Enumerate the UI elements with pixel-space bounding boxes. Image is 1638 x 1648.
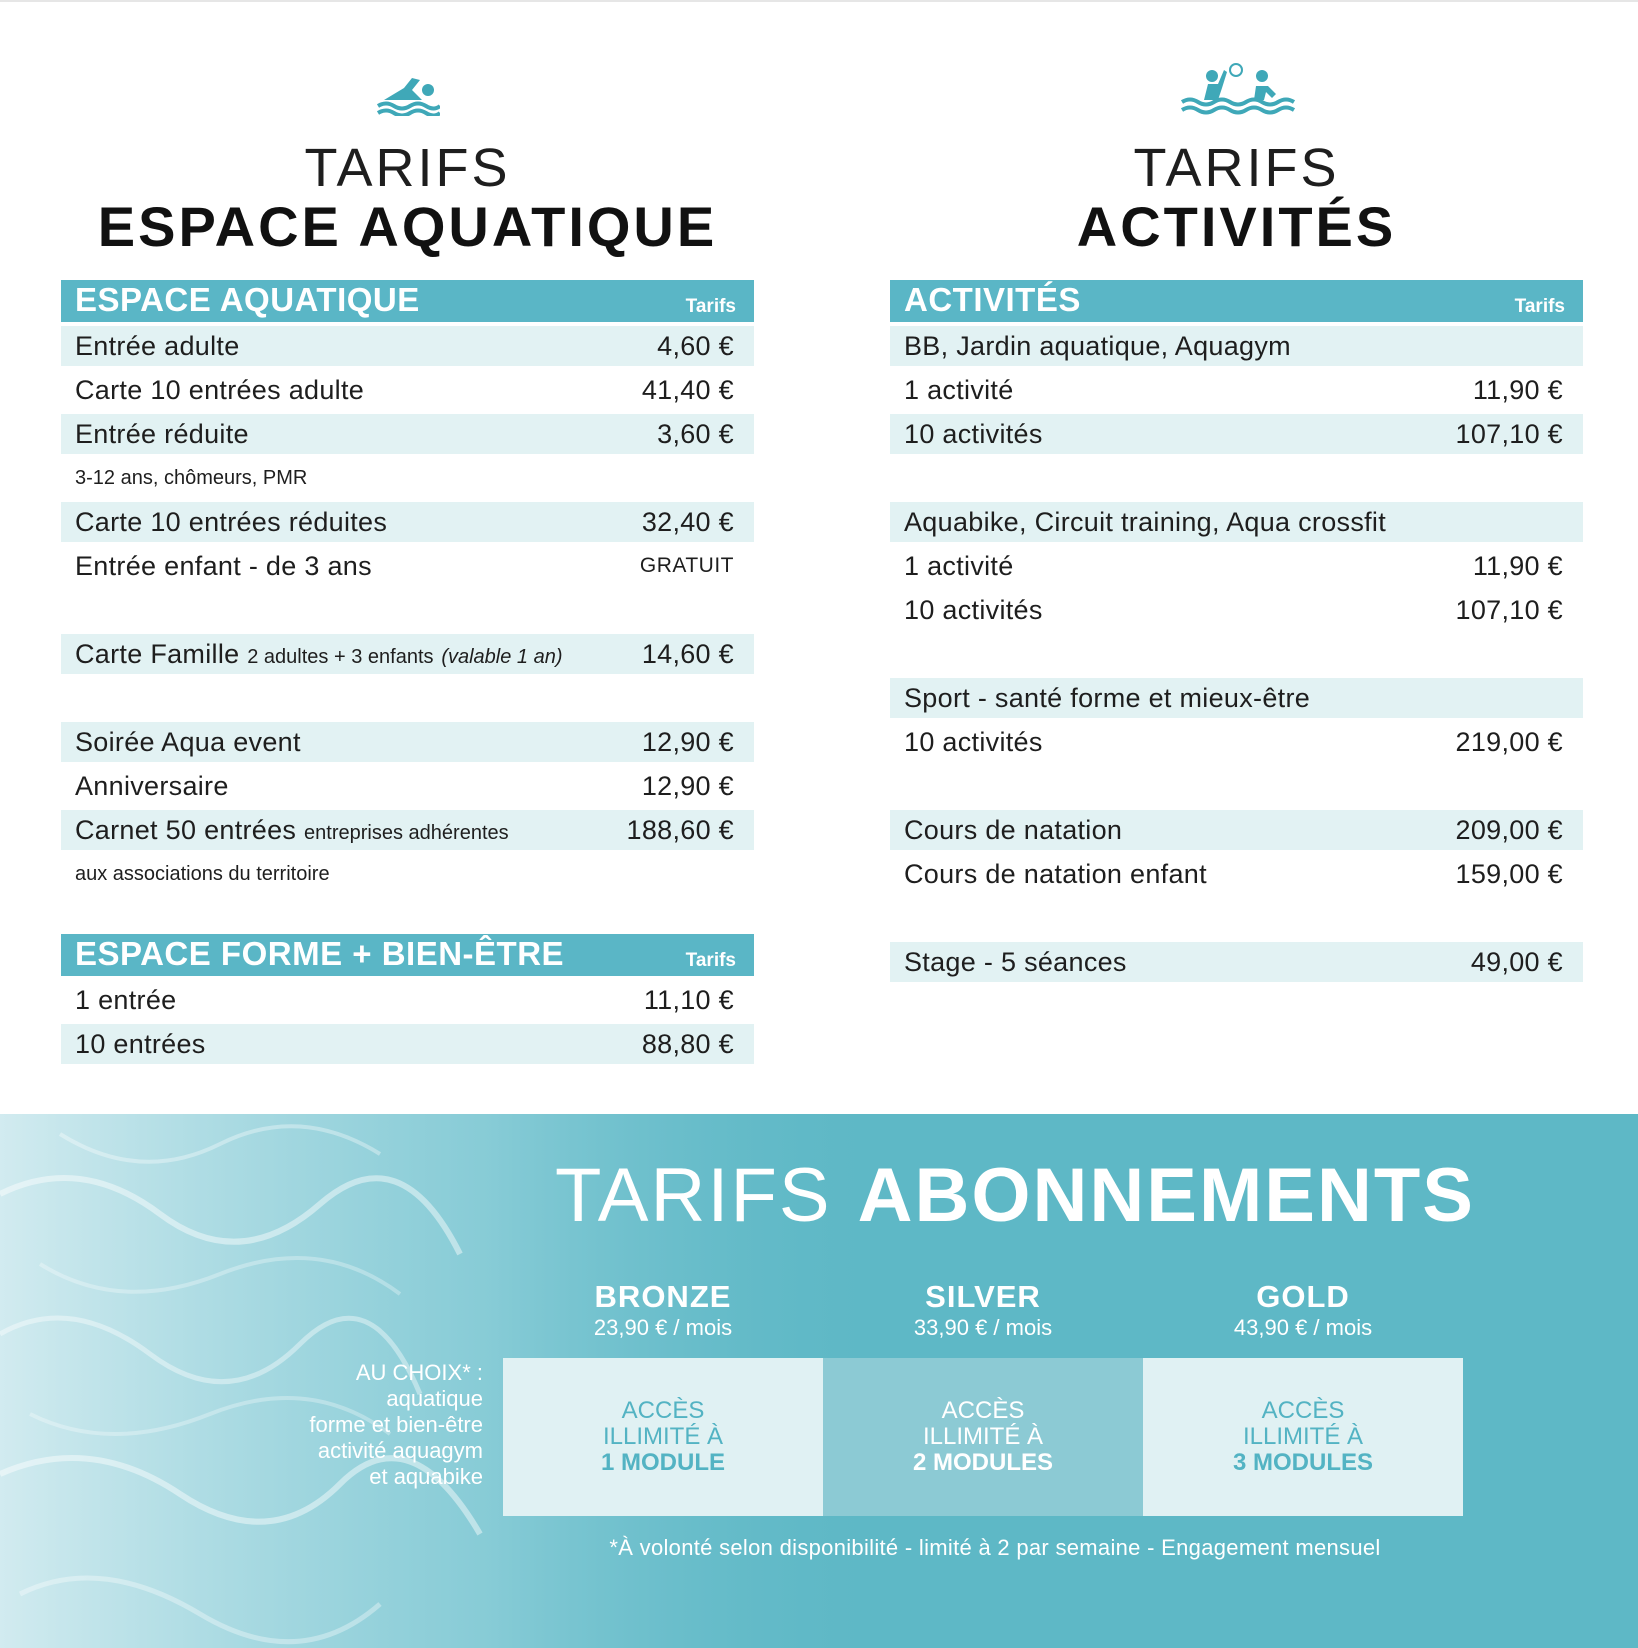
plan-modules: 3 MODULES: [1232, 1449, 1373, 1476]
row-label: 10 entrées: [75, 1028, 206, 1059]
table-header-title: ESPACE AQUATIQUE: [75, 281, 420, 318]
table-header-title: ACTIVITÉS: [904, 281, 1081, 318]
table-row: [890, 854, 1583, 894]
plan-line: ILLIMITÉ À: [1242, 1423, 1364, 1450]
aqua-heading: [61, 138, 754, 256]
row-label: Aquabike, Circuit training, Aqua crossfit: [904, 506, 1387, 537]
row-label: 1 activité: [904, 374, 1014, 405]
row-detail: 2 adultes + 3 enfants: [247, 645, 434, 668]
plan-line: ACCÈS: [621, 1397, 705, 1424]
table-row: [61, 370, 754, 410]
top-divider: [0, 0, 1638, 2]
row-label: Cours de natation enfant: [904, 858, 1207, 889]
plan-bronze-header: [503, 1280, 823, 1342]
row-label-group: [75, 639, 563, 670]
choice-item: AU CHOIX* :: [355, 1360, 483, 1385]
plan-name: BRONZE: [594, 1279, 732, 1314]
spacer: [890, 762, 1583, 806]
row-price: 219,00 €: [1455, 726, 1563, 757]
choice-item: et aquabike: [369, 1464, 483, 1489]
table-row: [890, 678, 1583, 718]
table-row: [890, 810, 1583, 850]
water-polo-icon-wrap: [890, 62, 1583, 112]
choice-item: aquatique: [386, 1386, 483, 1411]
row-label-group: [75, 815, 509, 846]
table-row: [890, 502, 1583, 542]
row-price: 11,10 €: [643, 984, 734, 1015]
row-price: 41,40 €: [641, 374, 734, 405]
row-label: BB, Jardin aquatique, Aquagym: [904, 330, 1291, 361]
row-label: Carte 10 entrées réduites: [75, 506, 388, 537]
row-label: Anniversaire: [75, 770, 229, 801]
row-label: Carte Famille: [75, 638, 240, 669]
row-label: Entrée adulte: [75, 330, 240, 361]
plan-silver-box: [823, 1358, 1143, 1516]
plan-line: ACCÈS: [1261, 1397, 1345, 1424]
table-row: [890, 326, 1583, 366]
forme-price-table: [61, 934, 754, 1064]
row-price: 12,90 €: [641, 726, 734, 757]
heading-light: TARIFS: [304, 138, 511, 198]
plan-silver-header: [823, 1280, 1143, 1342]
row-price: 188,60 €: [626, 814, 734, 845]
row-label: Stage - 5 séances: [904, 946, 1127, 977]
plan-gold-header: [1143, 1280, 1463, 1342]
table-header-sub: Tarifs: [685, 950, 736, 971]
spacer: [890, 630, 1583, 674]
table-row: [61, 414, 754, 454]
plan-modules: 2 MODULES: [912, 1449, 1053, 1476]
row-price: 11,90 €: [1472, 374, 1563, 405]
table-header: [61, 934, 754, 976]
row-label: Entrée réduite: [75, 418, 249, 449]
plan-price: 33,90 € / mois: [913, 1315, 1053, 1340]
table-row: [61, 546, 754, 586]
abonnements-title: [555, 1152, 1475, 1238]
table-row: [890, 414, 1583, 454]
spacer: [61, 586, 754, 630]
table-header-sub: Tarifs: [1514, 296, 1565, 317]
plan-name: SILVER: [925, 1279, 1041, 1314]
table-row: [61, 326, 754, 366]
swimmer-icon: [376, 70, 440, 116]
table-row: [61, 1024, 754, 1064]
row-label: Cours de natation: [904, 814, 1123, 845]
plan-line: ILLIMITÉ À: [602, 1423, 724, 1450]
table-row: [890, 370, 1583, 410]
plan-name: GOLD: [1256, 1279, 1350, 1314]
plan-price: 43,90 € / mois: [1233, 1315, 1373, 1340]
row-label: Entrée enfant - de 3 ans: [75, 550, 372, 581]
row-label: 1 activité: [904, 550, 1014, 581]
aqua-price-table: [61, 280, 754, 894]
footnote: *À volonté selon disponibilité - limité à 2 par semaine - Engagement mensuel: [609, 1535, 1381, 1560]
row-price: 32,40 €: [641, 506, 734, 537]
spacer: [61, 674, 754, 718]
row-price: 49,00 €: [1470, 946, 1563, 977]
heading-bold: ACTIVITÉS: [1076, 195, 1397, 258]
row-price: 4,60 €: [657, 330, 734, 361]
table-header: [61, 280, 754, 322]
table-row: [890, 722, 1583, 762]
abonnements-title-bold: ABONNEMENTS: [857, 1153, 1475, 1238]
row-note: 3-12 ans, chômeurs, PMR: [75, 466, 308, 489]
spacer: [890, 894, 1583, 938]
table-row: [61, 766, 754, 806]
activites-heading: [890, 138, 1583, 256]
table-row: [890, 546, 1583, 586]
row-price: 14,60 €: [641, 638, 734, 669]
table-row: [61, 722, 754, 762]
heading-light: TARIFS: [1133, 138, 1340, 198]
choice-item: forme et bien-être: [309, 1412, 483, 1437]
table-header-title: ESPACE FORME + BIEN-ÊTRE: [75, 935, 565, 972]
row-price: 209,00 €: [1455, 814, 1563, 845]
row-label: 10 activités: [904, 418, 1043, 449]
row-price: 3,60 €: [657, 418, 734, 449]
row-price: 11,90 €: [1472, 550, 1563, 581]
plan-line: ACCÈS: [941, 1397, 1025, 1424]
choice-item: activité aquagym: [317, 1438, 483, 1463]
row-label: 1 entrée: [75, 984, 177, 1015]
row-price: 88,80 €: [641, 1028, 734, 1059]
table-row: [61, 502, 754, 542]
abonnements-title-light: TARIFS: [555, 1153, 832, 1238]
heading-bold: ESPACE AQUATIQUE: [97, 195, 718, 258]
row-price: 107,10 €: [1455, 594, 1563, 625]
swimmer-icon-wrap: [61, 70, 754, 120]
row-label: Soirée Aqua event: [75, 726, 301, 757]
table-row: [61, 810, 754, 850]
row-label: 10 activités: [904, 594, 1043, 625]
water-polo-icon: [1178, 62, 1296, 118]
row-label: Carte 10 entrées adulte: [75, 374, 365, 405]
activites-price-table: [890, 280, 1583, 982]
table-header-sub: Tarifs: [685, 296, 736, 317]
row-price: 107,10 €: [1455, 418, 1563, 449]
plan-bronze-box: [503, 1358, 823, 1516]
table-row: [890, 590, 1583, 630]
plan-price: 23,90 € / mois: [593, 1315, 733, 1340]
choice-list: [230, 1360, 483, 1490]
row-label: Sport - santé forme et mieux-être: [904, 682, 1311, 713]
row-price: 159,00 €: [1455, 858, 1563, 889]
row-note: aux associations du territoire: [75, 862, 330, 885]
row-detail: entreprises adhérentes: [304, 821, 509, 844]
row-detail-italic: (valable 1 an): [441, 645, 563, 668]
row-label: Carnet 50 entrées: [75, 814, 297, 845]
spacer: [890, 454, 1583, 498]
table-row: [890, 942, 1583, 982]
row-price: GRATUIT: [639, 554, 734, 577]
table-row: [61, 980, 754, 1020]
table-row: [61, 634, 754, 674]
row-price: 12,90 €: [641, 770, 734, 801]
plan-gold-box: [1143, 1358, 1463, 1516]
plan-modules: 1 MODULE: [600, 1449, 725, 1476]
table-header: [890, 280, 1583, 322]
row-label: 10 activités: [904, 726, 1043, 757]
plan-line: ILLIMITÉ À: [922, 1423, 1044, 1450]
